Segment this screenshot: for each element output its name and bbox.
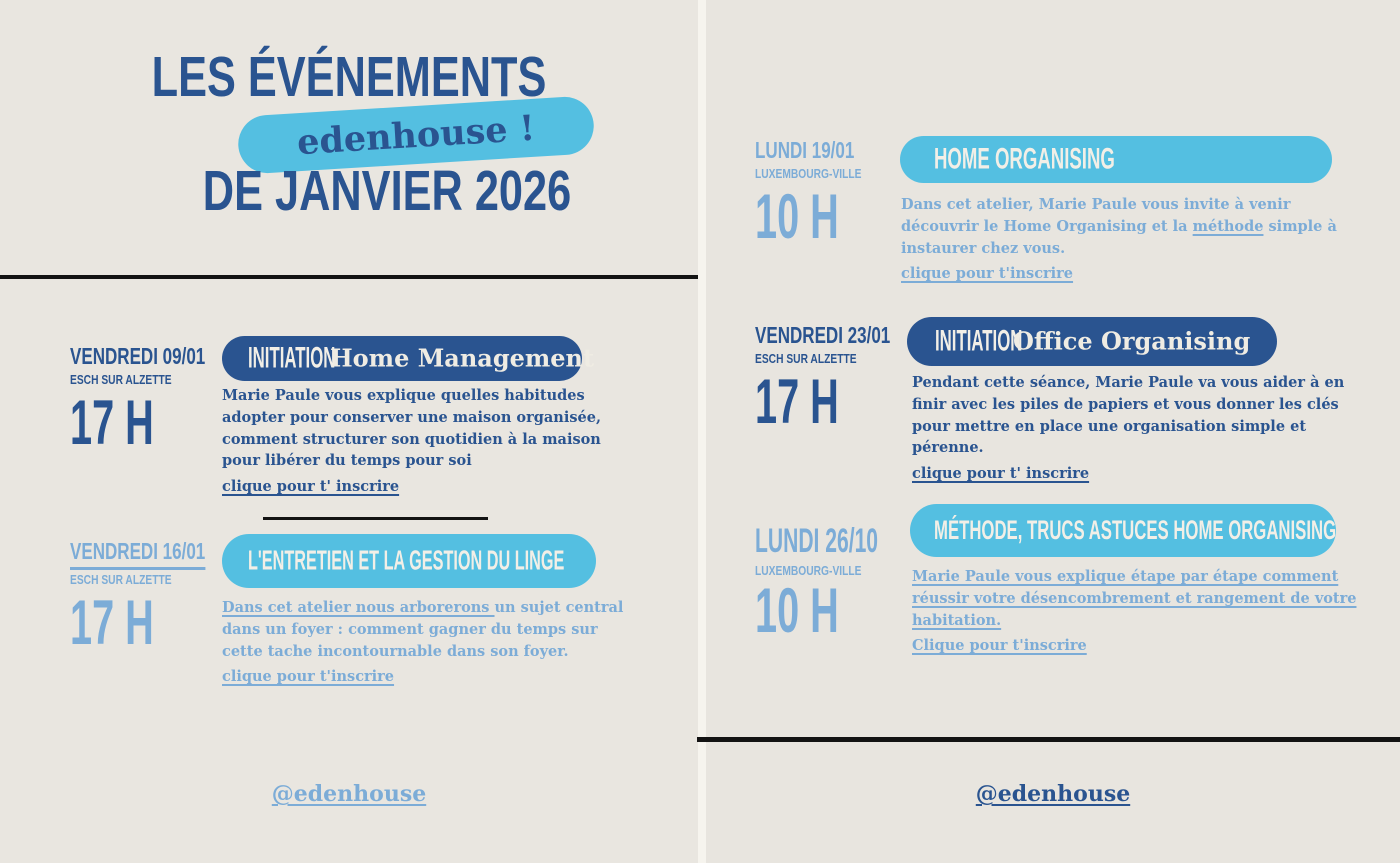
event-date: LUNDI 19/01: [755, 137, 855, 163]
event-time: 10 H: [755, 576, 839, 646]
event-badge: [900, 136, 1332, 183]
right-page: [706, 0, 1400, 863]
event-badge: [907, 317, 1277, 366]
event-description: Dans cet atelier nous arborerons un sujet central dans un foyer : comment gagner du temps sur cette tache incontournable dans son foyer. clique pour t'inscrire: [222, 597, 624, 688]
register-link[interactable]: clique pour t' inscrire: [222, 478, 400, 495]
description-link[interactable]: Marie Paule vous explique étape par étape comment réussir votre désencombrement et rangement de votre habitation.: [912, 568, 1357, 629]
page-title-line1: LES ÉVÉNEMENTS: [151, 45, 547, 109]
event-location: ESCH SUR ALZETTE: [70, 573, 172, 587]
event-badge: [910, 504, 1336, 557]
event-divider-line: [263, 517, 488, 520]
event-location: LUXEMBOURG-VILLE: [755, 167, 862, 181]
page-title-line2: DE JANVIER 2026: [202, 159, 572, 223]
register-link[interactable]: Clique pour t'inscrire: [912, 637, 1087, 655]
register-link[interactable]: clique pour t'inscrire: [901, 265, 1074, 283]
event-date: VENDREDI 09/01: [70, 343, 206, 369]
instagram-handle-link[interactable]: @edenhouse: [271, 781, 427, 807]
badge-label: INITIATION: [248, 340, 336, 374]
brand-name: edenhouse !: [295, 107, 537, 163]
event-location: ESCH SUR ALZETTE: [755, 352, 857, 366]
event-time: 17 H: [755, 367, 839, 437]
event-location: ESCH SUR ALZETTE: [70, 373, 172, 387]
event-time: 10 H: [755, 182, 839, 252]
event-badge: [222, 534, 596, 588]
badge-title: HOME ORGANISING: [934, 141, 1115, 175]
event-time: 17 H: [70, 588, 154, 658]
section-divider-line: [0, 275, 698, 279]
event-description: Dans cet atelier, Marie Paule vous invite à venir découvrir le Home Organising et la méthode simple à instaurer chez vous. clique pour t'inscrire: [901, 194, 1366, 285]
event-location: LUXEMBOURG-VILLE: [755, 564, 862, 578]
footer: [706, 781, 1400, 807]
badge-title: L'ENTRETIEN ET LA GESTION DU LINGE: [248, 544, 565, 576]
badge-title: Office Organising: [1013, 325, 1251, 355]
event-description: [912, 566, 1382, 657]
badge-label: INITIATION: [935, 323, 1023, 357]
event-description: Marie Paule vous explique quelles habitudes adopter pour conserver une maison organisée, comment structurer son quotidien à la maison pour libérer du temps pour soi clique pour t' inscrire: [222, 385, 624, 498]
event-datetime-block: [755, 137, 889, 252]
badge-title: MÉTHODE, TRUCS ASTUCES HOME ORGANISING: [934, 514, 1337, 545]
method-link[interactable]: méthode: [1192, 217, 1264, 235]
badge-title: Home Management: [330, 342, 595, 372]
event-time: 17 H: [70, 388, 154, 458]
event-date: LUNDI 26/10: [755, 522, 879, 560]
event-date: VENDREDI 23/01: [755, 322, 891, 348]
register-link[interactable]: clique pour t' inscrire: [912, 465, 1090, 482]
left-page: [0, 0, 698, 863]
instagram-handle-link[interactable]: @edenhouse: [975, 781, 1131, 807]
event-badge: [222, 336, 595, 381]
register-link[interactable]: clique pour t'inscrire: [222, 668, 395, 686]
section-divider-line: [697, 737, 1400, 742]
event-description: Pendant cette séance, Marie Paule va vous aider à en finir avec les piles de papiers et vous donner les clés pour mettre en place une organisation simple et pérenne. clique pour t' inscrire: [912, 372, 1377, 485]
event-date-link[interactable]: VENDREDI 16/01: [70, 538, 205, 570]
description-link-part[interactable]: Dans cet atelier nous arborerons: [222, 599, 495, 616]
footer: [0, 781, 698, 807]
